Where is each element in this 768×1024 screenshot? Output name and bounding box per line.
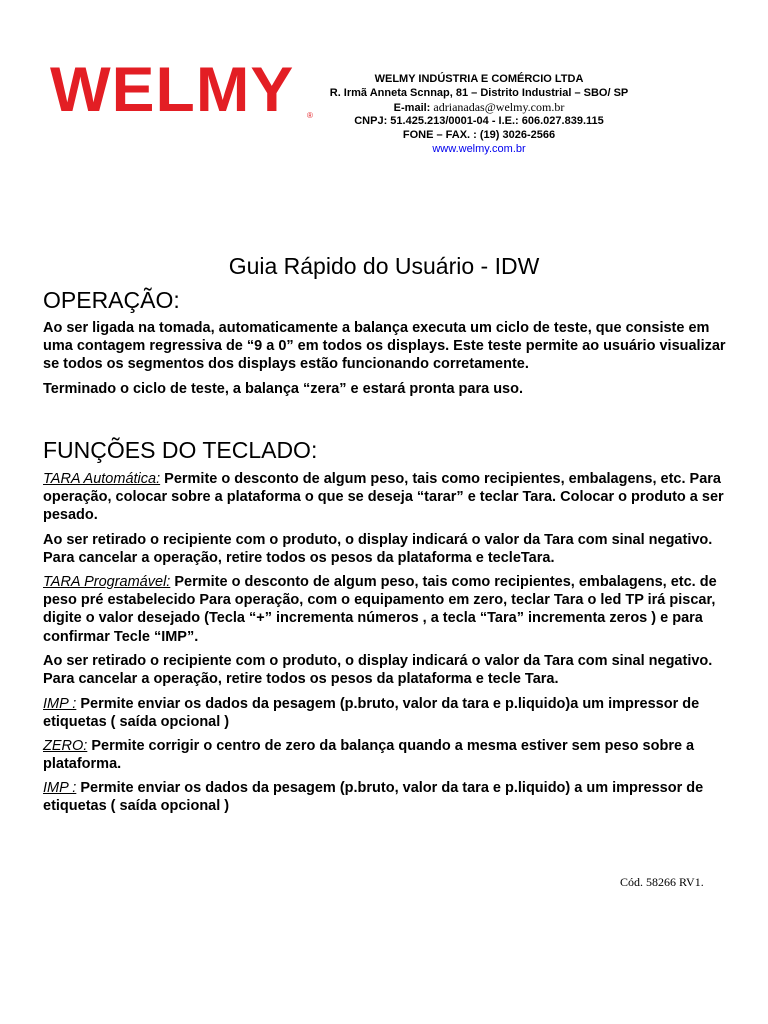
operacao-heading: OPERAÇÃO:: [43, 287, 180, 313]
tara-programavel-text: Permite o desconto de algum peso, tais como recipientes, embalagens, etc. de peso pré estabelecido Para operação, com o equipamento em zero, teclar Tara o led TP irá piscar, digite o valor desejado (Tecla “+” incrementa números , a tecla “Tara” incrementa zeros ) e para confirmar Tecle “IMP”.: [43, 574, 717, 645]
welmy-logo: [50, 55, 313, 126]
tara-programavel-term: TARA Programável:: [43, 574, 171, 590]
tara-automatica-text: Permite o desconto de algum peso, tais como recipientes, embalagens, etc. Para operação, colocar sobre a plataforma o que se deseja “tarar” e teclar Tara. Colocar o produto a ser pesado.: [43, 471, 724, 524]
logo-text: WELMY: [50, 55, 295, 125]
company-phone: FONE – FAX. : (19) 3026-2566: [402, 129, 556, 142]
tara-automatica-term: TARA Automática:: [43, 471, 161, 487]
tara-automatica-paragraph: [43, 470, 733, 525]
registered-mark: ®: [307, 111, 313, 120]
page-title: Guia Rápido do Usuário - IDW: [228, 253, 540, 279]
email-label: E-mail:: [393, 101, 431, 114]
tara-automatica-paragraph-2: Ao ser retirado o recipiente com o produto, o display indicará o valor da Tara com sinal negativo. Para cancelar a operação, retire todos os pesos da plataforma e tecleTara.: [43, 532, 713, 567]
document-code: Cód. 58266 RV1.: [620, 875, 704, 889]
imp-text-2: Permite enviar os dados da pesagem (p.bruto, valor da tara e p.liquido) a um impressor de etiquetas ( saída opcional ): [43, 780, 704, 815]
tara-programavel-paragraph: [43, 573, 733, 646]
operacao-paragraph-2: Terminado o ciclo de teste, a balança “zera” e estará pronta para uso.: [43, 381, 524, 397]
email-value: adrianadas@welmy.com.br: [433, 99, 565, 114]
company-header: [300, 73, 658, 157]
imp-text-1: Permite enviar os dados da pesagem (p.bruto, valor da tara e p.liquido)a um impressor de etiquetas ( saída opcional ): [43, 696, 700, 731]
company-address: R. Irmã Anneta Scnnap, 81 – Distrito Industrial – SBO/ SP: [329, 86, 629, 99]
imp-paragraph-1: [43, 695, 733, 731]
company-email: [300, 101, 658, 116]
tara-programavel-paragraph-2: Ao ser retirado o recipiente com o produto, o display indicará o valor da Tara com sinal negativo. Para cancelar a operação, retire todos os pesos da plataforma e tecle Tara.: [43, 653, 713, 688]
company-cnpj: CNPJ: 51.425.213/0001-04 - I.E.: 606.027.839.115: [354, 115, 604, 128]
imp-term-1: IMP :: [43, 696, 77, 712]
zero-text: Permite corrigir o centro de zero da balança quando a mesma estiver sem peso sobre a plataforma.: [43, 738, 695, 773]
operacao-paragraph-1: Ao ser ligada na tomada, automaticamente a balança executa um ciclo de teste, que consiste em uma contagem regressiva de “9 a 0” em todos os displays. Este teste permite ao usuário visualizar se todos os segmentos dos displays estão funcionando corretamente.: [43, 320, 726, 373]
imp-paragraph-2: [43, 779, 733, 815]
imp-term-2: IMP :: [43, 780, 77, 796]
zero-term: ZERO:: [43, 738, 88, 754]
company-name: WELMY INDÚSTRIA E COMÉRCIO LTDA: [374, 73, 584, 85]
funcoes-heading: FUNÇÕES DO TECLADO:: [43, 437, 318, 463]
company-website-link[interactable]: www.welmy.com.br: [432, 142, 526, 155]
zero-paragraph: [43, 737, 733, 773]
